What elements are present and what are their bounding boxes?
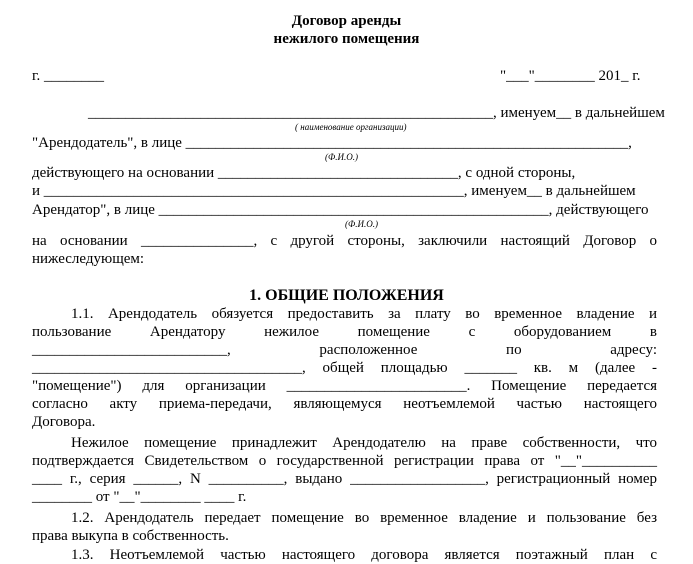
party1-representative-line: "Арендодатель", в лице ___________________________________________________________, — [32, 135, 632, 151]
clause-1-1-line-1: 1.1. Арендодатель обязуется предоставить за плату во временное владение и — [71, 306, 657, 322]
party1-fio-caption: (Ф.И.О.) — [325, 152, 358, 162]
clause-1-3-line-1: 1.3. Неотъемлемой частью настоящего договора является поэтажный план с — [71, 547, 657, 563]
party2-basis-line: на основании _______________, с другой стороны, заключили настоящий Договор о — [32, 233, 657, 249]
clause-1-1-line-2: пользование Арендатору нежилое помещение с оборудованием в — [32, 324, 657, 340]
party2-representative-line: Арендатор", в лице ____________________________________________________, действующего — [32, 202, 649, 218]
ownership-line-1: Нежилое помещение принадлежит Арендодателю на праве собственности, что — [71, 435, 657, 451]
clause-1-1-line-6: согласно акту приема-передачи, являющемуся неотъемлемой частью настоящего — [32, 396, 657, 412]
clause-1-1-line-3: __________________________, расположенное по адресу: — [32, 342, 657, 358]
clause-1-2-line-1: 1.2. Арендодатель передает помещение во временное владение и пользование без — [71, 510, 657, 526]
party1-name-line: ______________________________________________________, именуем__ в дальнейшем — [88, 105, 665, 121]
date-field: "___"________ 201_ г. — [500, 68, 641, 84]
party2-name-line: и ________________________________________________________, именуем__ в дальнейшем — [32, 183, 636, 199]
ownership-line-2: подтверждается Свидетельством о государственной регистрации права от "__"__________ — [32, 453, 657, 469]
party2-fio-caption: (Ф.И.О.) — [345, 219, 378, 229]
preamble-end: нижеследующем: — [32, 251, 145, 267]
clause-1-1-line-5: "помещение") для организации ________________________. Помещение передается — [32, 378, 657, 394]
party1-basis-line: действующего на основании ________________________________, с одной стороны, — [32, 165, 576, 181]
clause-1-1-line-4: ____________________________________, общей площадью _______ кв. м (далее - — [32, 360, 657, 376]
doc-title-line2: нежилого помещения — [273, 31, 420, 47]
party1-name-caption: ( наименование организации) — [295, 122, 407, 132]
section-1-heading: 1. ОБЩИЕ ПОЛОЖЕНИЯ — [249, 287, 444, 304]
city-field: г. ________ — [32, 68, 104, 84]
clause-1-2-line-2: права выкупа в собственность. — [32, 528, 229, 544]
clause-1-1-line-7: Договора. — [32, 414, 96, 430]
ownership-line-4: ________ от "__"________ ____ г. — [32, 489, 247, 505]
ownership-line-3: ____ г., серия ______, N __________, выдано __________________, регистрационный номер — [32, 471, 657, 487]
doc-title-line1: Договор аренды — [291, 13, 402, 29]
